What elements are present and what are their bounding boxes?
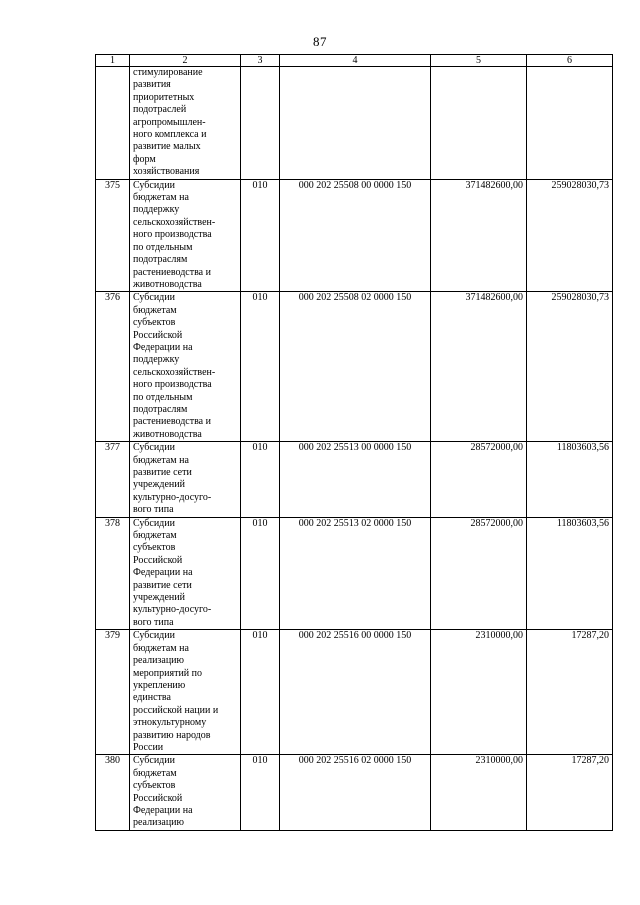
row-actual-amount	[527, 67, 613, 180]
row-description: Субсидии бюджетам субъектов Российской Федерации на развитие сети учреждений культурно-досуго- вого типа	[130, 517, 241, 630]
row-budget-code: 000 202 25508 02 0000 150	[280, 292, 431, 442]
row-plan-amount	[431, 67, 527, 180]
row-admin-code	[241, 67, 280, 180]
row-actual-amount: 259028030,73	[527, 179, 613, 292]
row-plan-amount: 28572000,00	[431, 517, 527, 630]
row-admin-code: 010	[241, 292, 280, 442]
column-header: 3	[241, 55, 280, 67]
row-budget-code	[280, 67, 431, 180]
row-admin-code: 010	[241, 755, 280, 830]
row-number: 376	[96, 292, 130, 442]
row-plan-amount: 371482600,00	[431, 292, 527, 442]
column-header: 6	[527, 55, 613, 67]
table-header-row	[96, 55, 613, 67]
column-header: 4	[280, 55, 431, 67]
row-actual-amount: 11803603,56	[527, 517, 613, 630]
row-budget-code: 000 202 25508 00 0000 150	[280, 179, 431, 292]
row-budget-code: 000 202 25516 00 0000 150	[280, 630, 431, 755]
column-header: 5	[431, 55, 527, 67]
budget-table	[95, 54, 613, 831]
row-number: 377	[96, 442, 130, 517]
row-plan-amount: 2310000,00	[431, 755, 527, 830]
row-actual-amount: 259028030,73	[527, 292, 613, 442]
table-row	[96, 179, 613, 292]
row-plan-amount: 28572000,00	[431, 442, 527, 517]
row-plan-amount: 371482600,00	[431, 179, 527, 292]
row-number: 380	[96, 755, 130, 830]
row-actual-amount: 17287,20	[527, 755, 613, 830]
table-row	[96, 755, 613, 830]
row-plan-amount: 2310000,00	[431, 630, 527, 755]
table-row	[96, 517, 613, 630]
row-number: 378	[96, 517, 130, 630]
table-row	[96, 292, 613, 442]
row-admin-code: 010	[241, 630, 280, 755]
row-number: 379	[96, 630, 130, 755]
table-row	[96, 442, 613, 517]
row-description: Субсидии бюджетам субъектов Российской Федерации на реализацию	[130, 755, 241, 830]
row-description: стимулирование развития приоритетных подотраслей агропромышлен- ного комплекса и развитие малых форм хозяйствования	[130, 67, 241, 180]
row-budget-code: 000 202 25513 02 0000 150	[280, 517, 431, 630]
row-admin-code: 010	[241, 179, 280, 292]
row-description: Субсидии бюджетам субъектов Российской Федерации на поддержку сельскохозяйствен- ного производства по отдельным подотраслям растениеводства и животноводства	[130, 292, 241, 442]
row-number: 375	[96, 179, 130, 292]
row-budget-code: 000 202 25516 02 0000 150	[280, 755, 431, 830]
row-admin-code: 010	[241, 517, 280, 630]
column-header: 1	[96, 55, 130, 67]
row-actual-amount: 11803603,56	[527, 442, 613, 517]
table-row	[96, 67, 613, 180]
page-number: 87	[313, 34, 327, 49]
row-number	[96, 67, 130, 180]
row-admin-code: 010	[241, 442, 280, 517]
row-description: Субсидии бюджетам на поддержку сельскохозяйствен- ного производства по отдельным подотраслям растениеводства и животноводства	[130, 179, 241, 292]
row-description: Субсидии бюджетам на реализацию мероприятий по укреплению единства российской нации и этнокультурному развитию народов России	[130, 630, 241, 755]
table-row	[96, 630, 613, 755]
row-actual-amount: 17287,20	[527, 630, 613, 755]
column-header: 2	[130, 55, 241, 67]
row-description: Субсидии бюджетам на развитие сети учреждений культурно-досуго- вого типа	[130, 442, 241, 517]
row-budget-code: 000 202 25513 00 0000 150	[280, 442, 431, 517]
